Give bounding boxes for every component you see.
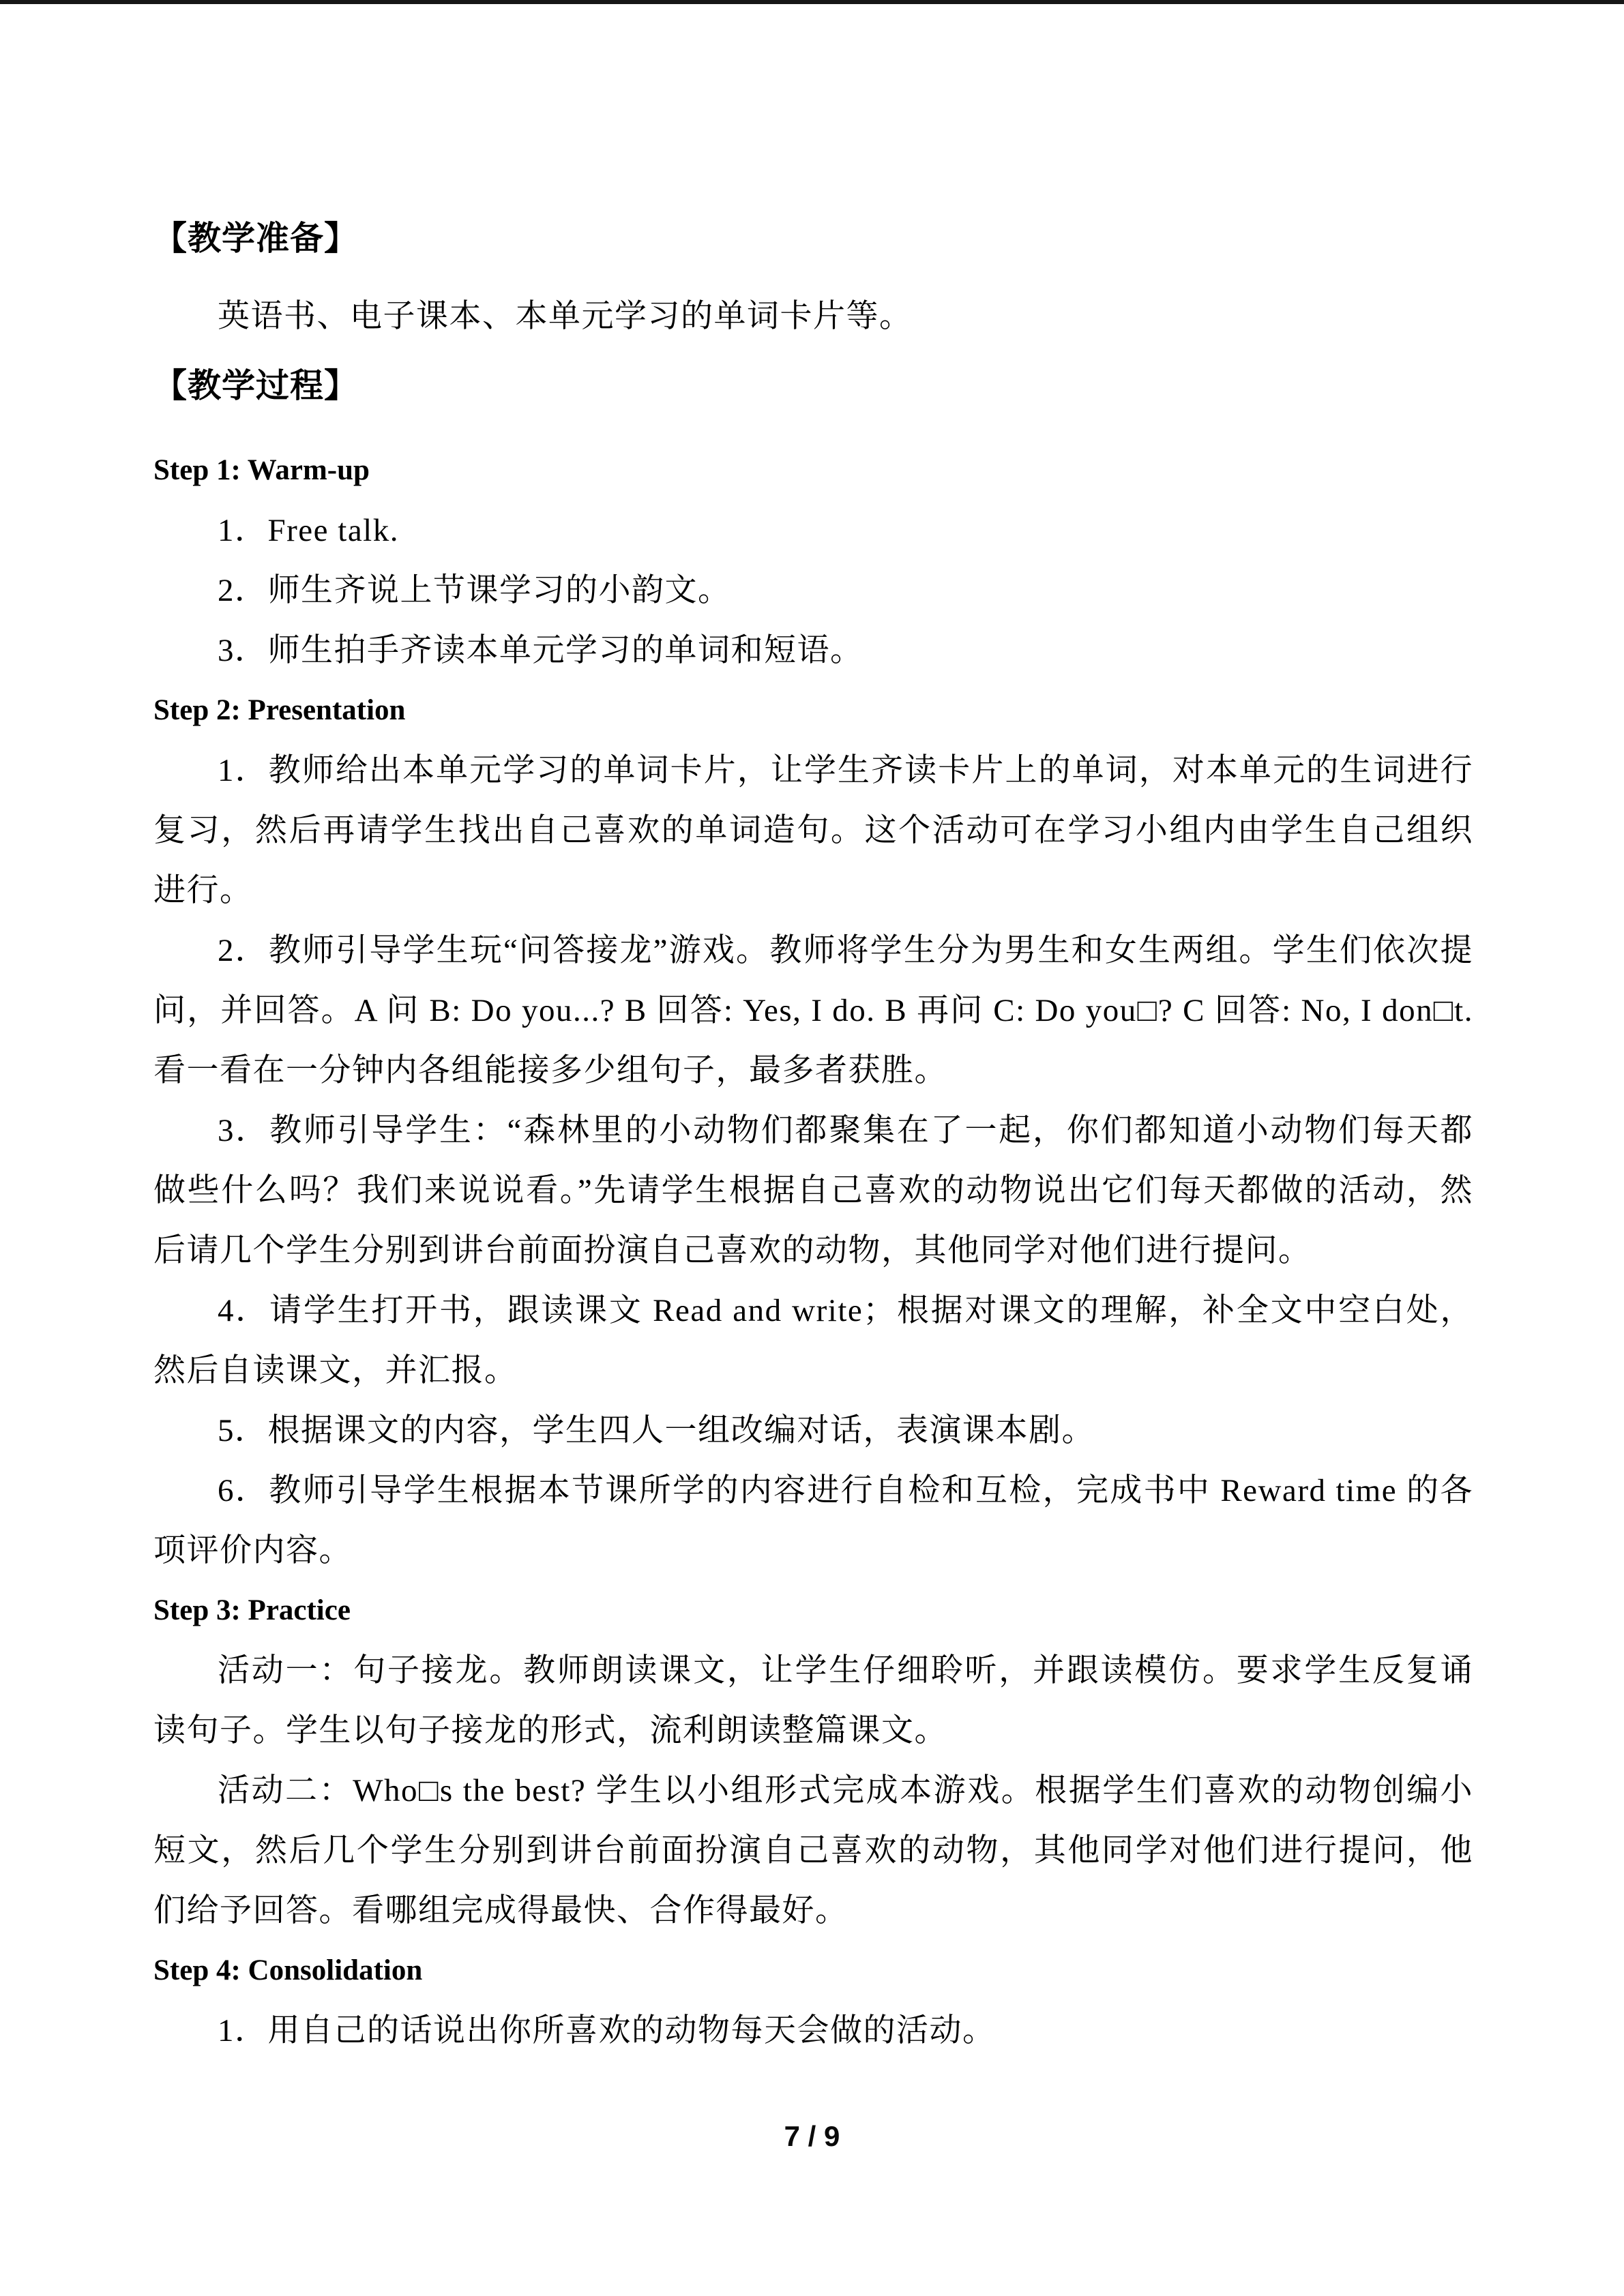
step-3-activity-2: 活动二：Who□s the best? 学生以小组形式完成本游戏。根据学生们喜欢的动物创编小短文，然后几个学生分别到讲台前面扮演自己喜欢的动物，其他同学对他们进行提问，他们给予回答。看哪组完成得最快、合作得最好。 [153, 1773, 1473, 1928]
step-2-item-1: 1．教师给出本单元学习的单词卡片，让学生齐读卡片上的单词，对本单元的生词进行复习，然后再请学生找出自己喜欢的单词造句。这个活动可在学习小组内由学生自己组织进行。 [153, 753, 1473, 908]
step-1-heading: Step 1: Warm-up [153, 454, 370, 486]
step-3-heading: Step 3: Practice [153, 1594, 351, 1626]
step-3-activity-1: 活动一：句子接龙。教师朗读课文，让学生仔细聆听，并跟读模仿。要求学生反复诵读句子。学生以句子接龙的形式，流利朗读整篇课文。 [153, 1653, 1473, 1748]
step-4-heading: Step 4: Consolidation [153, 1954, 423, 1986]
step-2-item-4: 4．请学生打开书，跟读课文 Read and write；根据对课文的理解，补全文中空白处，然后自读课文，并汇报。 [153, 1293, 1473, 1388]
step-2-item-3: 3．教师引导学生：“森林里的小动物们都聚集在了一起，你们都知道小动物们每天都做些什么吗？我们来说说看。”先请学生根据自己喜欢的动物说出它们每天都做的活动，然后请几个学生分别到讲台前面扮演自己喜欢的动物，其他同学对他们进行提问。 [153, 1113, 1473, 1268]
step-2-item-6: 6．教师引导学生根据本节课所学的内容进行自检和互检，完成书中 Reward time 的各项评价内容。 [153, 1473, 1473, 1568]
step-2-item-2: 2．教师引导学生玩“问答接龙”游戏。教师将学生分为男生和女生两组。学生们依次提问，并回答。A 问 B: Do you...? B 回答: Yes, I do. B 再问 C: Do you□? C 回答: No, I don□t. 看一看在一分钟内各组能接多少组句子，最多者获胜。 [153, 933, 1473, 1088]
section-heading-preparation: 【教学准备】 [153, 220, 359, 257]
step-2-item-5: 5．根据课文的内容，学生四人一组改编对话，表演课本剧。 [218, 1413, 1095, 1448]
step-4-item-1: 1．用自己的话说出你所喜欢的动物每天会做的活动。 [218, 2013, 996, 2048]
step-1-item-3: 3．师生拍手齐读本单元学习的单词和短语。 [218, 633, 863, 668]
preparation-paragraph: 英语书、电子课本、本单元学习的单词卡片等。 [218, 299, 913, 334]
page-number: 7 / 9 [784, 2120, 840, 2152]
section-heading-process: 【教学过程】 [153, 367, 359, 404]
step-2-heading: Step 2: Presentation [153, 694, 406, 726]
step-1-item-2: 2．师生齐说上节课学习的小韵文。 [218, 573, 731, 608]
step-1-item-1: 1．Free talk. [218, 513, 399, 548]
